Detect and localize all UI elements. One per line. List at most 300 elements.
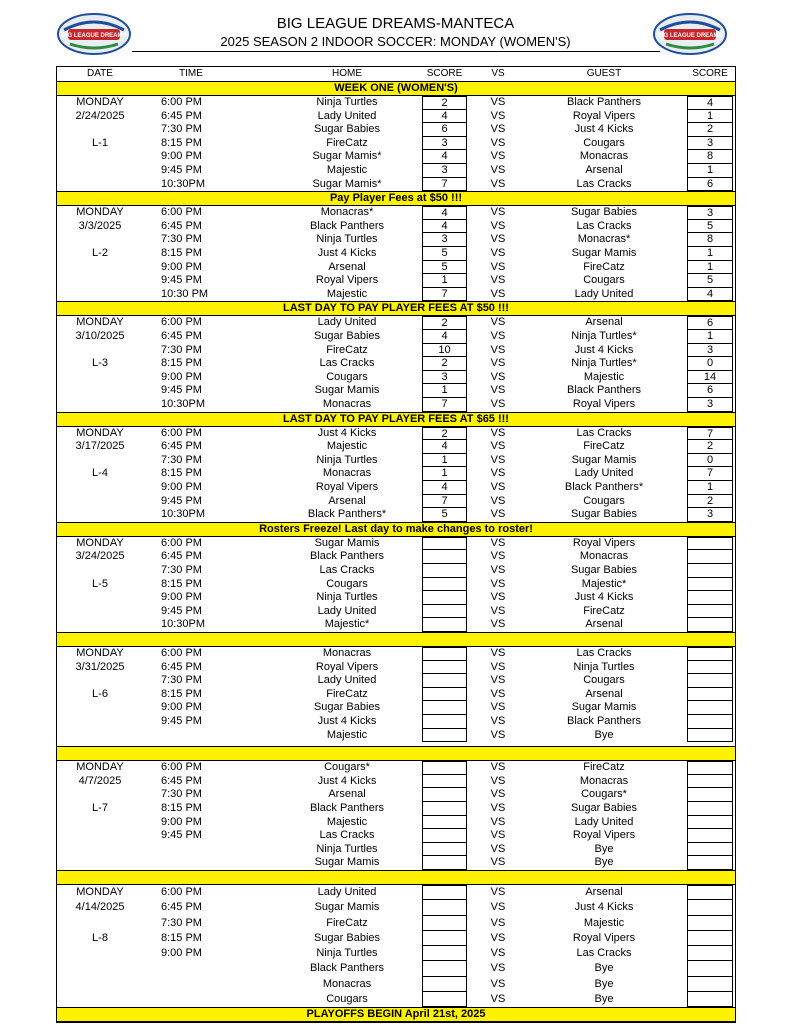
- home-score: 4: [422, 481, 467, 495]
- vs-label: VS: [490, 440, 506, 453]
- game-row: [57, 137, 735, 151]
- game-row: [57, 371, 735, 385]
- week-label: L-3: [92, 357, 108, 370]
- game-time: 6:45 PM: [161, 109, 202, 122]
- vs-label: VS: [490, 714, 506, 727]
- title-divider: [132, 51, 660, 52]
- home-team: Just 4 Kicks: [317, 246, 377, 259]
- guest-team: Las Cracks: [576, 177, 632, 190]
- game-row: [57, 178, 735, 192]
- vs-label: VS: [490, 426, 506, 439]
- vs-label: VS: [490, 453, 506, 466]
- weeks-container: [57, 81, 735, 1007]
- guest-team: Sugar Mamis: [571, 701, 637, 714]
- home-team: Arsenal: [328, 788, 366, 801]
- guest-score: 1: [687, 330, 733, 344]
- guest-team: Arsenal: [585, 618, 623, 631]
- game-row: [57, 440, 735, 454]
- home-score: 4: [422, 330, 467, 344]
- home-team: Lady United: [317, 674, 377, 687]
- home-team: Arsenal: [328, 260, 366, 273]
- guest-score: 7: [687, 427, 733, 441]
- guest-team: Lady United: [574, 467, 634, 480]
- home-score: 4: [422, 440, 467, 454]
- home-team: Sugar Mamis: [314, 856, 380, 869]
- svg-text:BIG LEAGUE DREAMS: BIG LEAGUE DREAMS: [61, 33, 127, 39]
- home-score: [422, 537, 467, 551]
- vs-label: VS: [490, 550, 506, 563]
- game-time: 8:15 PM: [161, 801, 202, 814]
- game-time: 6:45 PM: [161, 440, 202, 453]
- game-time: 8:15 PM: [161, 577, 202, 590]
- column-header-score: SCORE: [692, 68, 728, 79]
- home-team: Lady United: [317, 604, 377, 617]
- game-row: [57, 495, 735, 509]
- home-score: [422, 829, 467, 843]
- week-block: [57, 647, 735, 746]
- week-date: 3/24/2025: [75, 550, 125, 563]
- home-score: 4: [422, 220, 467, 234]
- week-block: [57, 885, 735, 1007]
- home-score: 1: [422, 454, 467, 468]
- home-score: 6: [422, 123, 467, 137]
- vs-label: VS: [490, 674, 506, 687]
- guest-score: 1: [687, 110, 733, 124]
- home-score: [422, 647, 467, 661]
- week-date: 4/14/2025: [75, 901, 125, 914]
- guest-team: Arsenal: [585, 687, 623, 700]
- guest-team: Monacras*: [577, 233, 631, 246]
- game-row: [57, 900, 735, 915]
- vs-label: VS: [490, 947, 506, 960]
- game-row: [57, 578, 735, 592]
- vs-label: VS: [490, 480, 506, 493]
- game-time: 9:00 PM: [161, 150, 202, 163]
- game-row: [57, 564, 735, 578]
- home-score: [422, 715, 467, 729]
- game-time: 7:30 PM: [161, 233, 202, 246]
- guest-score: 8: [687, 150, 733, 164]
- game-row: [57, 274, 735, 288]
- guest-team: Royal Vipers: [572, 536, 636, 549]
- guest-team: Monacras: [579, 774, 629, 787]
- home-team: Sugar Babies: [313, 701, 381, 714]
- game-row: [57, 537, 735, 551]
- game-time: 10:30PM: [161, 177, 206, 190]
- home-team: Lady United: [317, 885, 377, 898]
- game-time: 10:30PM: [161, 618, 206, 631]
- game-time: 10:30PM: [161, 397, 206, 410]
- guest-score: [687, 885, 733, 900]
- game-time: 9:45 PM: [161, 604, 202, 617]
- guest-score: [687, 916, 733, 931]
- week-day: MONDAY: [76, 761, 124, 774]
- guest-team: Black Panthers: [567, 96, 641, 108]
- home-score: [422, 761, 467, 775]
- vs-label: VS: [490, 856, 506, 869]
- guest-team: FireCatz: [583, 761, 625, 774]
- week-banner: Pay Player Fees at $50 !!!: [57, 191, 735, 206]
- guest-score: [687, 661, 733, 675]
- home-score: 3: [422, 137, 467, 151]
- vs-label: VS: [490, 177, 506, 190]
- vs-label: VS: [490, 136, 506, 149]
- game-row: [57, 110, 735, 124]
- game-time: 6:45 PM: [161, 550, 202, 563]
- guest-team: Lady United: [574, 287, 634, 300]
- game-row: [57, 605, 735, 619]
- vs-label: VS: [490, 591, 506, 604]
- guest-team: Royal Vipers: [572, 109, 636, 122]
- game-row: [57, 481, 735, 495]
- game-row: [57, 618, 735, 632]
- home-team: FireCatz: [326, 687, 368, 700]
- column-header-guest: GUEST: [586, 68, 622, 79]
- home-score: 4: [422, 150, 467, 164]
- guest-team: Just 4 Kicks: [574, 901, 634, 914]
- guest-team: Just 4 Kicks: [574, 343, 634, 356]
- home-team: Ninja Turtles: [316, 591, 378, 604]
- home-team: Royal Vipers: [315, 274, 379, 287]
- game-time: 6:00 PM: [161, 761, 202, 774]
- vs-label: VS: [490, 508, 506, 521]
- home-score: 7: [422, 288, 467, 302]
- home-team: FireCatz: [326, 136, 368, 149]
- home-team: Sugar Babies: [313, 329, 381, 342]
- game-time: 8:15 PM: [161, 136, 202, 149]
- game-row: [57, 661, 735, 675]
- week-date: 3/31/2025: [75, 660, 125, 673]
- game-row: [57, 715, 735, 729]
- game-row: [57, 674, 735, 688]
- week-date: 3/17/2025: [75, 440, 125, 453]
- guest-score: 14: [687, 371, 733, 385]
- home-score: [422, 701, 467, 715]
- game-row: [57, 164, 735, 178]
- home-team: Cougars*: [324, 761, 370, 774]
- guest-score: 5: [687, 274, 733, 288]
- home-score: 2: [422, 316, 467, 330]
- guest-team: Lady United: [574, 815, 634, 828]
- vs-label: VS: [490, 829, 506, 842]
- vs-label: VS: [490, 370, 506, 383]
- game-time: 6:45 PM: [161, 219, 202, 232]
- guest-team: Majestic: [583, 370, 625, 383]
- vs-label: VS: [490, 931, 506, 944]
- home-team: Ninja Turtles: [316, 947, 378, 960]
- guest-score: 2: [687, 123, 733, 137]
- home-score: 7: [422, 178, 467, 192]
- guest-score: [687, 829, 733, 843]
- guest-score: 5: [687, 220, 733, 234]
- game-row: [57, 977, 735, 992]
- week-block: [57, 206, 735, 301]
- guest-score: [687, 715, 733, 729]
- game-row: [57, 467, 735, 481]
- game-time: 6:00 PM: [161, 426, 202, 439]
- guest-score: [687, 761, 733, 775]
- guest-score: [687, 674, 733, 688]
- home-score: [422, 931, 467, 946]
- home-score: [422, 802, 467, 816]
- week-block: [57, 427, 735, 522]
- vs-label: VS: [490, 962, 506, 975]
- home-score: 2: [422, 427, 467, 441]
- home-score: [422, 688, 467, 702]
- vs-label: VS: [490, 660, 506, 673]
- column-header-home: HOME: [332, 68, 362, 79]
- home-team: Just 4 Kicks: [317, 714, 377, 727]
- game-time: 9:00 PM: [161, 701, 202, 714]
- column-header-date: DATE: [87, 68, 113, 79]
- home-team: Black Panthers: [310, 962, 384, 975]
- week-day: MONDAY: [76, 426, 124, 439]
- game-row: [57, 150, 735, 164]
- guest-team: Arsenal: [585, 316, 623, 329]
- vs-label: VS: [490, 885, 506, 898]
- home-score: 5: [422, 508, 467, 522]
- game-row: [57, 729, 735, 743]
- game-time: 6:45 PM: [161, 774, 202, 787]
- guest-score: 3: [687, 398, 733, 412]
- home-score: [422, 564, 467, 578]
- home-team: Black Panthers: [310, 550, 384, 563]
- guest-team: Cougars: [583, 274, 625, 287]
- game-row: [57, 96, 735, 110]
- game-time: 9:45 PM: [161, 274, 202, 287]
- home-score: [422, 843, 467, 857]
- home-score: 10: [422, 344, 467, 358]
- guest-score: [687, 688, 733, 702]
- home-team: Lady United: [317, 316, 377, 329]
- guest-score: [687, 647, 733, 661]
- guest-score: 2: [687, 440, 733, 454]
- home-team: Royal Vipers: [315, 660, 379, 673]
- guest-team: Black Panthers: [567, 384, 641, 397]
- guest-score: 6: [687, 316, 733, 330]
- guest-team: Bye: [594, 728, 614, 741]
- week-banner: [57, 870, 735, 885]
- home-score: 4: [422, 206, 467, 220]
- guest-team: Sugar Babies: [570, 508, 638, 521]
- vs-label: VS: [490, 206, 506, 219]
- home-team: Monacras: [322, 397, 372, 410]
- home-team: Sugar Mamis: [314, 536, 380, 549]
- game-row: [57, 761, 735, 775]
- guest-team: Bye: [594, 977, 614, 990]
- game-time: 9:45 PM: [161, 164, 202, 176]
- week-banner: [57, 632, 735, 647]
- guest-score: 0: [687, 454, 733, 468]
- guest-score: 3: [687, 508, 733, 522]
- vs-label: VS: [490, 246, 506, 259]
- game-time: 6:45 PM: [161, 901, 202, 914]
- guest-team: Bye: [594, 856, 614, 869]
- game-time: 8:15 PM: [161, 687, 202, 700]
- vs-label: VS: [490, 233, 506, 246]
- home-team: Black Panthers: [310, 219, 384, 232]
- game-row: [57, 916, 735, 931]
- game-row: [57, 843, 735, 857]
- game-time: 9:00 PM: [161, 260, 202, 273]
- game-time: 10:30 PM: [161, 287, 209, 300]
- week-block: [57, 96, 735, 191]
- vs-label: VS: [490, 467, 506, 480]
- home-team: Ninja Turtles: [316, 96, 378, 108]
- vs-label: VS: [490, 646, 506, 659]
- game-time: 6:45 PM: [161, 329, 202, 342]
- game-row: [57, 344, 735, 358]
- week-banner: Rosters Freeze! Last day to make changes to roster!: [57, 522, 735, 537]
- guest-team: Just 4 Kicks: [574, 123, 634, 136]
- home-team: Arsenal: [328, 494, 366, 507]
- home-score: 7: [422, 398, 467, 412]
- guest-score: [687, 931, 733, 946]
- game-row: [57, 701, 735, 715]
- guest-team: Majestic*: [581, 577, 627, 590]
- game-time: 9:45 PM: [161, 384, 202, 397]
- week-date: 3/3/2025: [78, 219, 122, 232]
- home-team: Las Cracks: [319, 563, 375, 576]
- home-team: Sugar Mamis: [314, 901, 380, 914]
- week-label: L-2: [92, 246, 108, 259]
- guest-score: [687, 537, 733, 551]
- guest-score: [687, 992, 733, 1007]
- vs-label: VS: [490, 536, 506, 549]
- home-team: Ninja Turtles: [316, 453, 378, 466]
- week-date: 4/7/2025: [78, 774, 122, 787]
- home-score: [422, 900, 467, 915]
- game-row: [57, 856, 735, 870]
- home-score: 2: [422, 96, 467, 110]
- game-time: 6:00 PM: [161, 96, 202, 108]
- game-time: 9:00 PM: [161, 591, 202, 604]
- game-time: 8:15 PM: [161, 467, 202, 480]
- guest-team: Ninja Turtles: [573, 660, 635, 673]
- guest-team: Las Cracks: [576, 426, 632, 439]
- game-time: 7:30 PM: [161, 343, 202, 356]
- vs-label: VS: [490, 329, 506, 342]
- guest-score: 6: [687, 384, 733, 398]
- game-time: 9:45 PM: [161, 494, 202, 507]
- home-team: Sugar Babies: [313, 931, 381, 944]
- guest-score: [687, 788, 733, 802]
- home-score: [422, 550, 467, 564]
- home-score: [422, 674, 467, 688]
- game-row: [57, 220, 735, 234]
- guest-team: Royal Vipers: [572, 829, 636, 842]
- game-time: 6:00 PM: [161, 885, 202, 898]
- home-score: 3: [422, 371, 467, 385]
- home-score: 5: [422, 261, 467, 275]
- guest-score: 3: [687, 206, 733, 220]
- game-row: [57, 508, 735, 522]
- guest-team: Arsenal: [585, 164, 623, 176]
- game-time: 9:45 PM: [161, 829, 202, 842]
- game-time: 9:00 PM: [161, 370, 202, 383]
- week-label: L-8: [92, 931, 108, 944]
- game-time: 6:00 PM: [161, 646, 202, 659]
- guest-team: Royal Vipers: [572, 397, 636, 410]
- home-team: Las Cracks: [319, 357, 375, 370]
- game-row: [57, 206, 735, 220]
- home-score: [422, 977, 467, 992]
- home-score: [422, 578, 467, 592]
- vs-label: VS: [490, 788, 506, 801]
- guest-score: 8: [687, 233, 733, 247]
- guest-team: Ninja Turtles*: [571, 357, 637, 370]
- game-row: [57, 398, 735, 412]
- game-row: [57, 357, 735, 371]
- vs-label: VS: [490, 219, 506, 232]
- guest-score: [687, 843, 733, 857]
- home-team: Sugar Mamis: [314, 384, 380, 397]
- home-score: 1: [422, 467, 467, 481]
- home-team: Monacras: [322, 646, 372, 659]
- page-subtitle: 2025 SEASON 2 INDOOR SOCCER: MONDAY (WOMEN'S): [220, 34, 571, 49]
- home-team: Ninja Turtles: [316, 233, 378, 246]
- page-title: BIG LEAGUE DREAMS-MANTECA: [276, 15, 515, 32]
- vs-label: VS: [490, 618, 506, 631]
- guest-team: Cougars: [583, 494, 625, 507]
- home-team: FireCatz: [326, 916, 368, 929]
- game-time: 7:30 PM: [161, 674, 202, 687]
- guest-team: FireCatz: [583, 604, 625, 617]
- vs-label: VS: [490, 287, 506, 300]
- guest-score: 1: [687, 481, 733, 495]
- week-day: MONDAY: [76, 885, 124, 898]
- week-label: L-1: [92, 136, 108, 149]
- guest-team: Bye: [594, 842, 614, 855]
- home-score: [422, 661, 467, 675]
- vs-label: VS: [490, 761, 506, 774]
- week-label: L-4: [92, 467, 108, 480]
- week-block: [57, 316, 735, 411]
- game-row: [57, 885, 735, 900]
- home-team: Sugar Mamis*: [312, 177, 382, 190]
- home-team: Monacras: [322, 977, 372, 990]
- home-team: Majestic: [326, 728, 368, 741]
- vs-label: VS: [490, 357, 506, 370]
- game-time: 9:00 PM: [161, 815, 202, 828]
- home-score: [422, 856, 467, 870]
- schedule-table: [56, 66, 736, 1023]
- home-score: 7: [422, 495, 467, 509]
- home-score: 2: [422, 357, 467, 371]
- guest-score: 1: [687, 164, 733, 178]
- game-row: [57, 946, 735, 961]
- guest-team: Cougars: [583, 674, 625, 687]
- vs-label: VS: [490, 815, 506, 828]
- home-team: Monacras*: [320, 206, 374, 219]
- vs-label: VS: [490, 801, 506, 814]
- guest-score: [687, 564, 733, 578]
- vs-label: VS: [490, 901, 506, 914]
- game-time: 7:30 PM: [161, 123, 202, 136]
- guest-team: Las Cracks: [576, 947, 632, 960]
- vs-label: VS: [490, 123, 506, 136]
- guest-score: [687, 977, 733, 992]
- vs-label: VS: [490, 343, 506, 356]
- vs-label: VS: [490, 728, 506, 741]
- vs-label: VS: [490, 96, 506, 108]
- home-team: Majestic: [326, 815, 368, 828]
- guest-score: [687, 550, 733, 564]
- guest-team: Las Cracks: [576, 646, 632, 659]
- guest-team: Cougars: [583, 136, 625, 149]
- home-score: [422, 816, 467, 830]
- game-time: 7:30 PM: [161, 788, 202, 801]
